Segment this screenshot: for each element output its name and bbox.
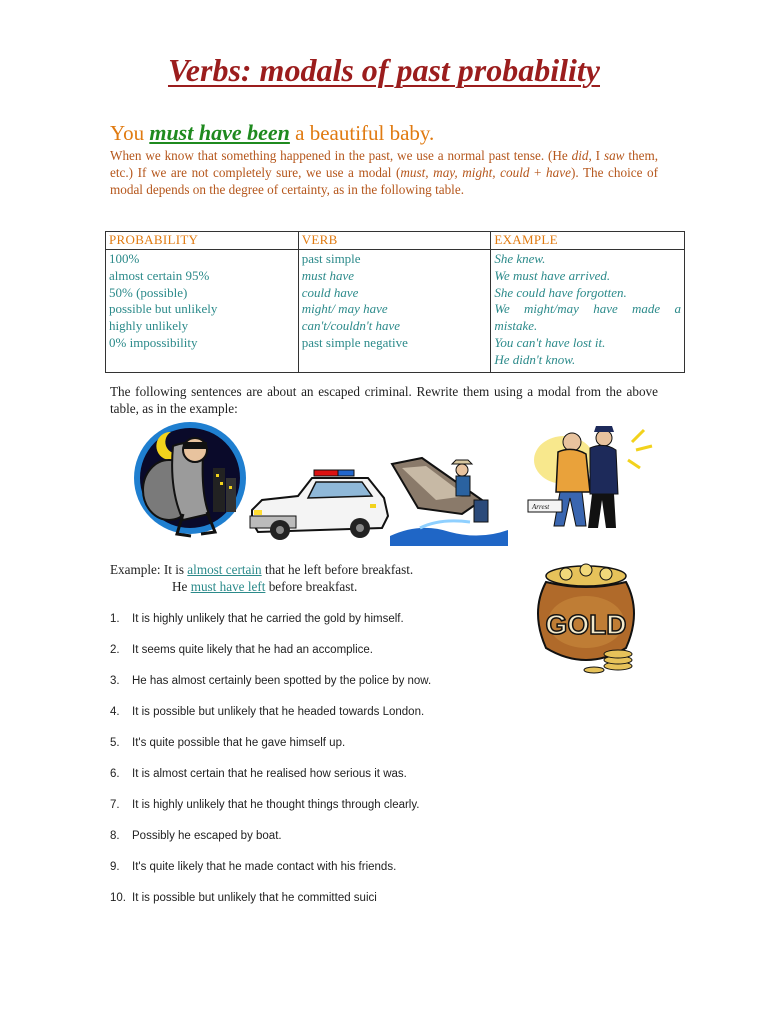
list-item: 8. Possibly he escaped by boat. xyxy=(110,830,282,842)
table-cell: He didn't know. xyxy=(494,351,576,367)
list-item: 1. It is highly unlikely that he carried the gold by himself. xyxy=(110,613,404,625)
example-keyword-link: almost certain xyxy=(187,562,262,577)
table-cell: We might/may have made a mistake. xyxy=(494,301,681,334)
table-cell: past simple xyxy=(301,251,361,266)
gold-pot-image xyxy=(528,562,644,678)
police-car-image xyxy=(246,466,392,546)
table-cell: could have xyxy=(301,284,359,300)
list-item: 3. He has almost certainly been spotted by the police by now. xyxy=(110,675,432,687)
probability-column xyxy=(106,250,299,373)
gold-label: GOLD xyxy=(545,609,627,640)
example-answer-link: must have left xyxy=(190,579,266,594)
table-cell: 50% (possible) xyxy=(109,284,188,300)
column-header-verb: VERB xyxy=(298,232,491,250)
table-cell: possible but unlikely xyxy=(109,301,218,317)
boat-image xyxy=(390,450,508,546)
list-item: 5. It's quite possible that he gave himself up. xyxy=(110,737,346,749)
column-header-example: EXAMPLE xyxy=(491,232,685,250)
table-cell: past simple negative xyxy=(301,334,408,350)
table-cell: We must have arrived. xyxy=(494,267,611,283)
table-cell: might/ may have xyxy=(301,301,388,317)
subheading-emphasis: must have been xyxy=(149,120,290,145)
table-cell: can't/couldn't have xyxy=(301,318,401,334)
example-column xyxy=(491,250,685,373)
worked-example: Example: It is almost certain that he left before breakfast. He must have left before breakfast. xyxy=(110,562,414,594)
column-header-probability: PROBABILITY xyxy=(106,232,299,250)
table-cell: You can't have lost it. xyxy=(494,334,606,350)
exercise-list xyxy=(110,612,431,922)
list-item: 4. It is possible but unlikely that he headed towards London. xyxy=(110,706,425,718)
arrest-image xyxy=(524,420,660,542)
table-cell: almost certain 95% xyxy=(109,267,210,283)
table-cell: She could have forgotten. xyxy=(494,284,627,300)
intro-paragraph: When we know that something happened in the past, we use a normal past tense. (He did, I saw them, etc.) If we are not completely sure, we use a modal (must, may, might, could + have). The choice of modal depends on the degree of certainty, as in the following table. xyxy=(110,148,658,197)
table-cell: She knew. xyxy=(494,251,546,266)
probability-table xyxy=(105,231,685,373)
verb-column xyxy=(298,250,491,373)
list-item: 9. It's quite likely that he made contact with his friends. xyxy=(110,861,397,873)
arrest-caption: Arrest xyxy=(532,503,550,511)
table-cell: 0% impossibility xyxy=(109,334,198,350)
table-cell: 100% xyxy=(109,251,140,266)
list-item: 7. It is highly unlikely that he thought things through clearly. xyxy=(110,799,420,811)
page-title: Verbs: modals of past probability xyxy=(167,52,600,88)
exercise-instructions: The following sentences are about an escaped criminal. Rewrite them using a modal from the above table, as in the example: xyxy=(110,384,658,416)
list-item: 6. It is almost certain that he realised how serious it was. xyxy=(110,768,407,780)
table-cell: highly unlikely xyxy=(109,318,189,334)
table-cell: must have xyxy=(301,267,355,283)
list-item: 10. It is possible but unlikely that he committed suici xyxy=(110,892,377,904)
list-item: 2. It seems quite likely that he had an accomplice. xyxy=(110,644,373,656)
burglar-image xyxy=(133,416,247,544)
subheading: You must have been a beautiful baby. xyxy=(110,120,435,145)
